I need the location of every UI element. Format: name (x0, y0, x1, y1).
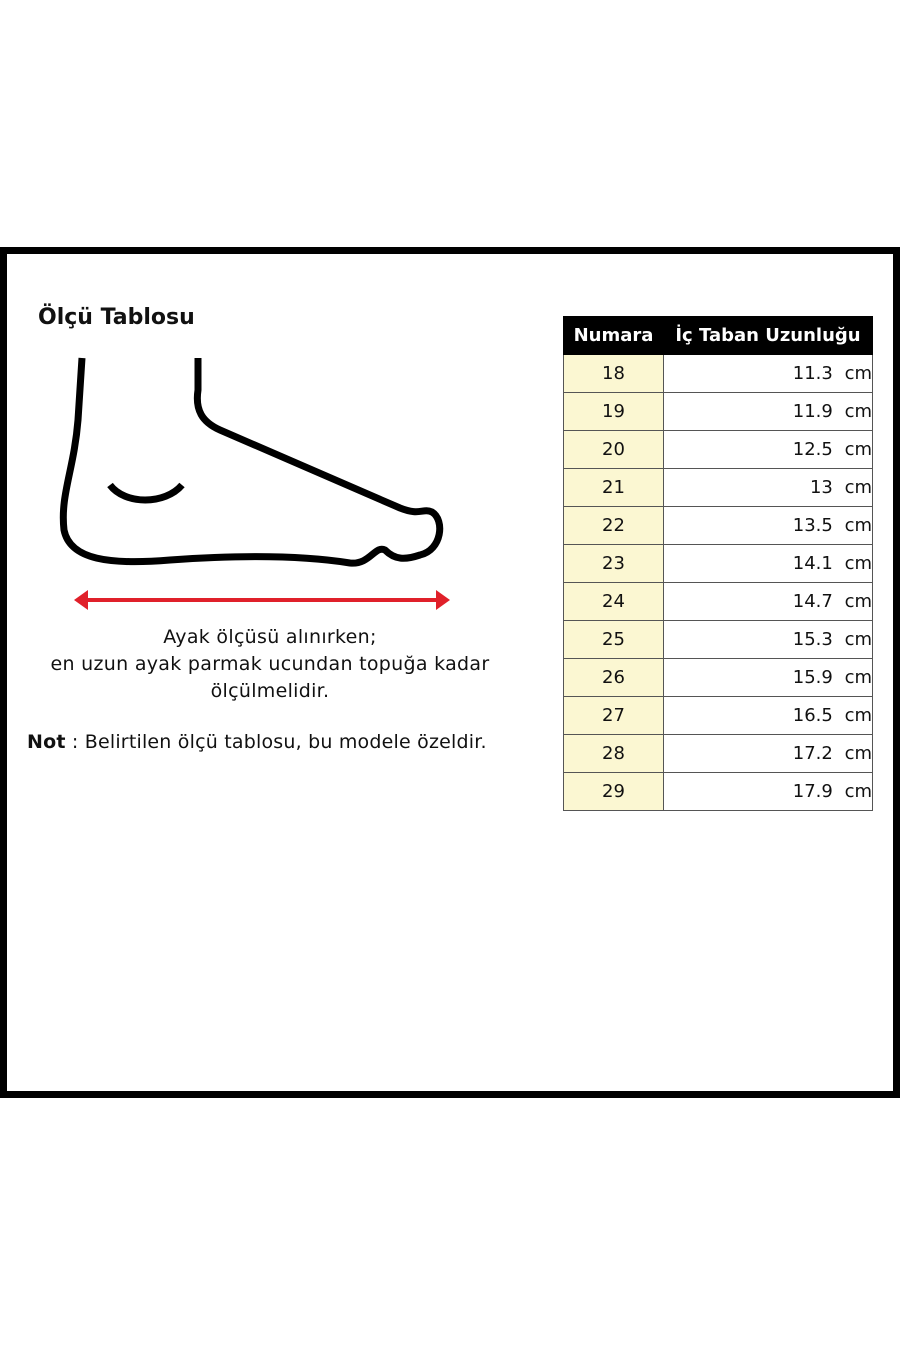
table-row (564, 545, 873, 583)
size-cell: 27 (564, 697, 664, 735)
size-cell: 24 (564, 583, 664, 621)
instruction-line: Ayak ölçüsü alınırken; (163, 626, 377, 648)
length-cell: 11.3 cm (664, 355, 873, 393)
size-cell: 23 (564, 545, 664, 583)
header-length: İç Taban Uzunluğu (664, 317, 873, 355)
header-size: Numara (564, 317, 664, 355)
table-row (564, 469, 873, 507)
length-cell: 11.9 cm (664, 393, 873, 431)
table-row (564, 507, 873, 545)
size-cell: 22 (564, 507, 664, 545)
table-row (564, 355, 873, 393)
table-row (564, 431, 873, 469)
length-cell: 15.3 cm (664, 621, 873, 659)
page-title: Ölçü Tablosu (38, 305, 195, 330)
table-row (564, 697, 873, 735)
note-label: Not (27, 731, 66, 753)
instruction-line: en uzun ayak parmak ucundan topuğa kadar (50, 653, 490, 675)
size-cell: 29 (564, 773, 664, 811)
table-header-row (564, 317, 873, 355)
size-cell: 21 (564, 469, 664, 507)
length-cell: 13 cm (664, 469, 873, 507)
double-arrow-icon (74, 590, 450, 610)
size-cell: 19 (564, 393, 664, 431)
length-cell: 12.5 cm (664, 431, 873, 469)
length-cell: 14.7 cm (664, 583, 873, 621)
table-row (564, 773, 873, 811)
table-row (564, 659, 873, 697)
length-cell: 16.5 cm (664, 697, 873, 735)
ankle-curve (110, 485, 182, 500)
table-row (564, 735, 873, 773)
foot-outline-icon (50, 350, 470, 630)
instruction-line: ölçülmelidir. (210, 680, 330, 702)
table-row (564, 621, 873, 659)
length-cell: 14.1 cm (664, 545, 873, 583)
foot-outline (63, 358, 439, 563)
size-cell: 20 (564, 431, 664, 469)
size-cell: 26 (564, 659, 664, 697)
note-text: : Belirtilen ölçü tablosu, bu modele özeldir. (65, 731, 487, 753)
length-cell: 15.9 cm (664, 659, 873, 697)
measurement-instruction (10, 624, 530, 705)
size-table (563, 316, 873, 811)
length-cell: 17.9 cm (664, 773, 873, 811)
size-cell: 25 (564, 621, 664, 659)
length-cell: 13.5 cm (664, 507, 873, 545)
table-row (564, 393, 873, 431)
table-row (564, 583, 873, 621)
size-cell: 18 (564, 355, 664, 393)
note (27, 731, 487, 753)
size-cell: 28 (564, 735, 664, 773)
length-cell: 17.2 cm (664, 735, 873, 773)
